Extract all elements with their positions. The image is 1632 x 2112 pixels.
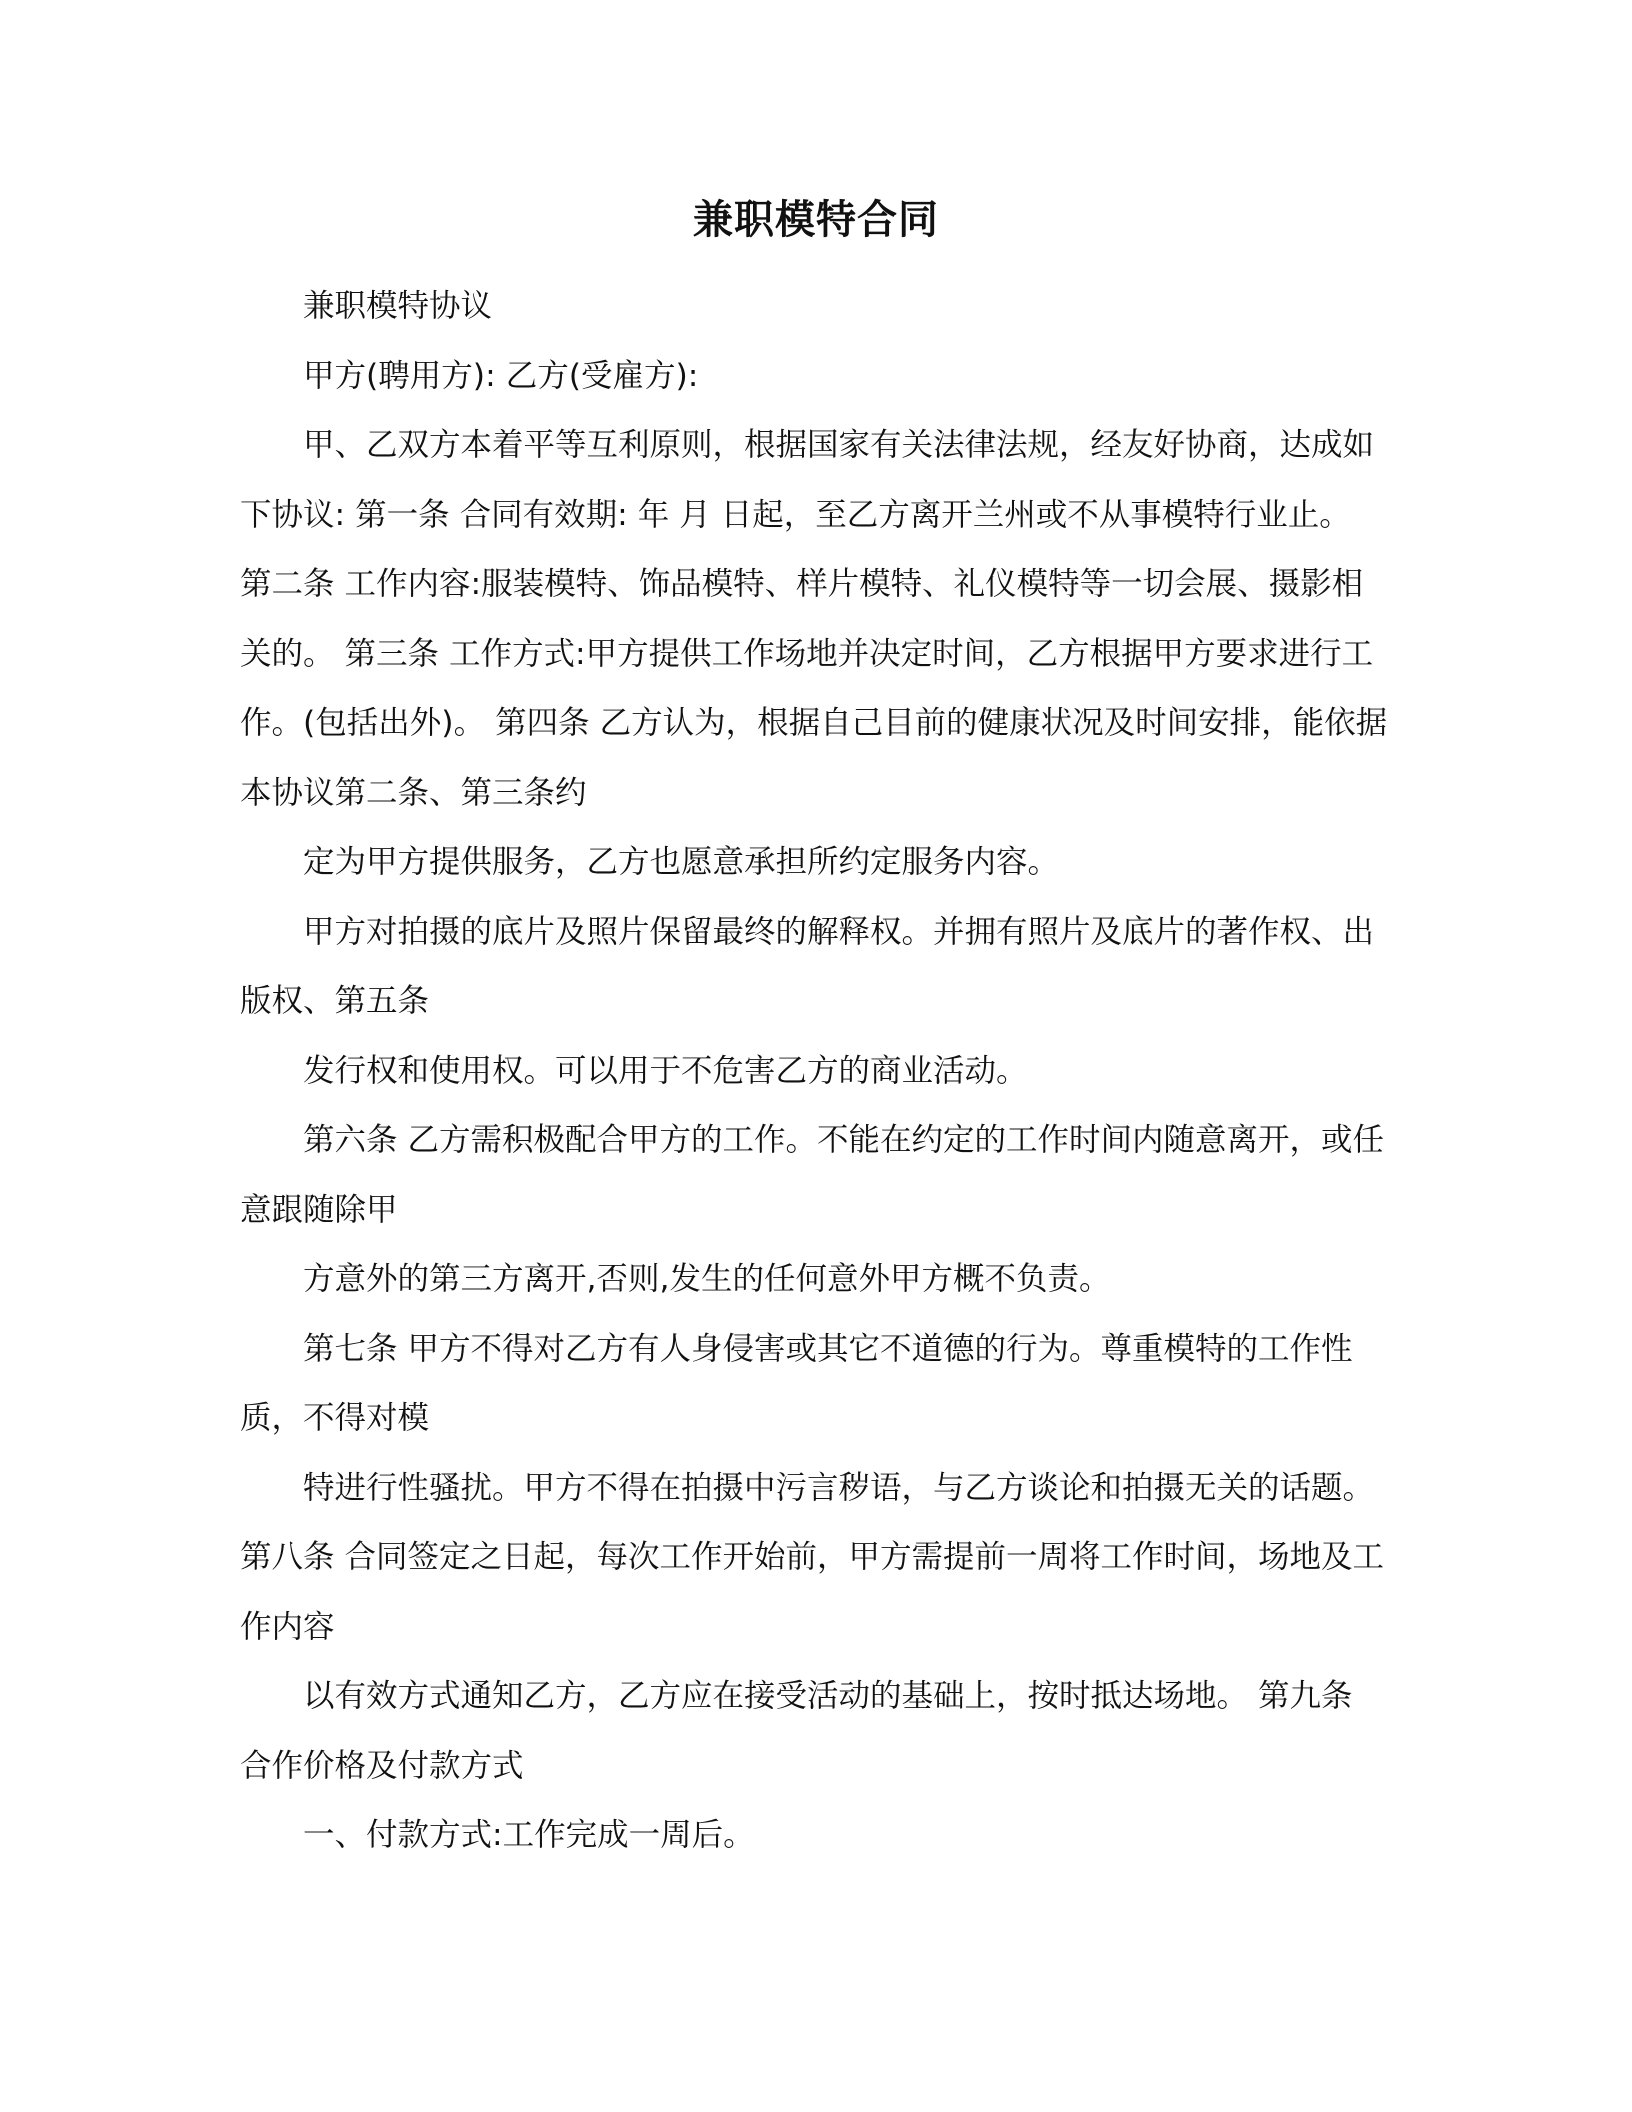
paragraph-clause-6-cont: 方意外的第三方离开,否则,发生的任何意外甲方概不负责。 (303, 1261, 1111, 1297)
paragraph-clause-7-8: 特进行性骚扰。甲方不得在拍摄中污言秽语，与乙方谈论和拍摄无关的话题。 第八条 合同签定之日起，每次工作开始前，甲方需提前一周将工作时间，场地及工作内容 (240, 1469, 1385, 1645)
paragraph-parties: 甲方(聘用方): 乙方(受雇方): (303, 357, 699, 394)
paragraph-heading: 兼职模特协议 (303, 288, 493, 324)
paragraph-usage-rights: 发行权和使用权。可以用于不危害乙方的商业活动。 (303, 1052, 1028, 1089)
paragraph-clauses-1-4: 甲、乙双方本着平等互利原则，根据国家有关法律法规，经友好协商，达成如下协议: 第一条 合同有效期: 年 月 日起，至乙方离开兰州或不从事模特行业止。 第二条 工作内容:服装模特、饰品模特、样片模特、礼仪模特等一切会展、摄影相关的。 第三条 工作方式:甲方提供工作场地并决定时间，乙方根据甲方要求进行工作。(包括出外)。 第四条 乙方认为，根据自己目前的健康状况及时间安排，能依据本协议第二条、第三条约 (240, 427, 1388, 811)
document-body (240, 272, 1390, 1871)
paragraph-copyright: 甲方对拍摄的底片及照片保留最终的解释权。并拥有照片及底片的著作权、出版权、第五条 (240, 913, 1375, 1019)
paragraph-clause-8-9: 以有效方式通知乙方，乙方应在接受活动的基础上，按时抵达场地。 第九条 合作价格及付款方式 (240, 1678, 1353, 1784)
paragraph-payment: 一、付款方式:工作完成一周后。 (303, 1817, 755, 1853)
paragraph-service-agreement: 定为甲方提供服务，乙方也愿意承担所约定服务内容。 (303, 844, 1060, 880)
paragraph-clause-6: 第六条 乙方需积极配合甲方的工作。不能在约定的工作时间内随意离开，或任意跟随除甲 (240, 1122, 1385, 1228)
paragraph-clause-7: 第七条 甲方不得对乙方有人身侵害或其它不道德的行为。尊重模特的工作性质，不得对模 (240, 1330, 1353, 1436)
document-title: 兼职模特合同 (693, 197, 939, 243)
